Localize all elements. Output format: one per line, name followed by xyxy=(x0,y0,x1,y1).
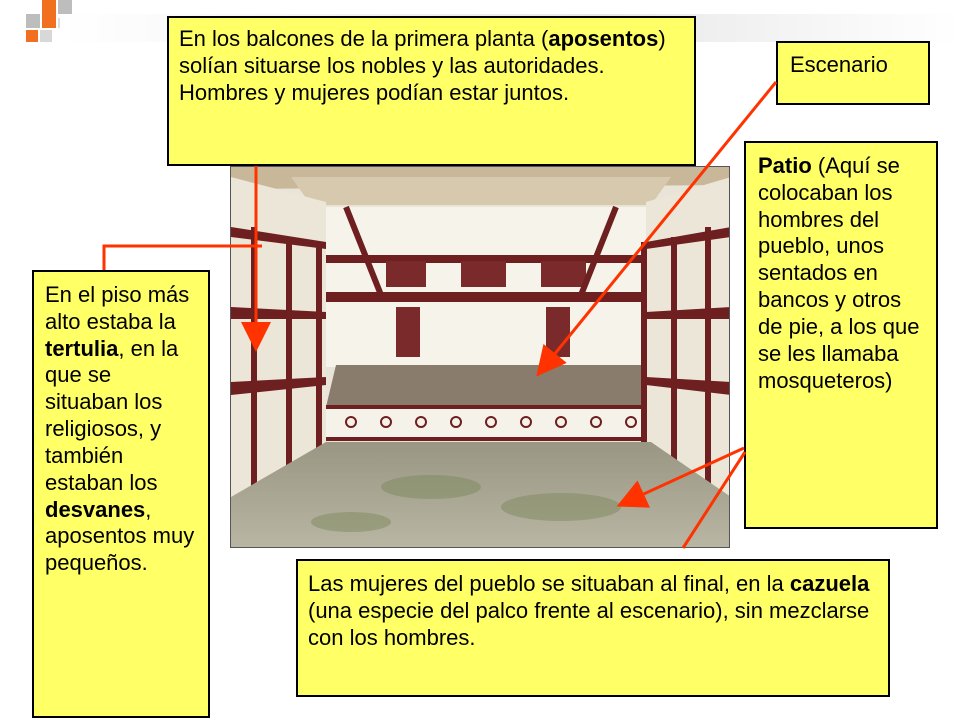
callout-tertulia xyxy=(32,270,210,718)
callout-tertulia-bold1: tertulia xyxy=(45,335,119,361)
patio-floor xyxy=(231,442,730,548)
callout-tertulia-bold2: desvanes xyxy=(45,496,146,522)
stage-platform xyxy=(326,365,651,407)
callout-escenario xyxy=(776,41,930,105)
callout-tertulia-text1: En el piso más alto estaba la xyxy=(45,282,190,334)
theatre-illustration xyxy=(231,167,730,548)
callout-aposentos-text1: En los balcones de la primera planta ( xyxy=(179,26,549,51)
callout-cazuela xyxy=(296,559,890,697)
callout-cazuela-bold: cazuela xyxy=(789,571,870,596)
callout-escenario-label: Escenario xyxy=(790,52,888,77)
callout-aposentos xyxy=(167,16,696,166)
callout-tertulia-text2: , en la que se situaban los religiosos, y también estaban los xyxy=(45,335,179,495)
callout-cazuela-text1: Las mujeres del pueblo se situaban al final, en la xyxy=(308,571,790,596)
callout-cazuela-text2: (una especie del palco frente al escenario), sin mezclarse con los hombres. xyxy=(308,597,870,650)
theatre-photo xyxy=(230,166,730,548)
callout-tertulia-text3: , aposentos muy pequeños. xyxy=(45,496,195,576)
callout-patio-bold: Patio xyxy=(758,153,812,178)
callout-aposentos-bold: aposentos xyxy=(548,26,659,51)
callout-patio xyxy=(744,141,938,529)
callout-patio-text: (Aquí se colocaban los hombres del pueblo, unos sentados en bancos y otros de pie, a los que se les llamaba mosqueteros) xyxy=(758,153,920,393)
callout-aposentos-text2: ) solían situarse los nobles y las autoridades. Hombres y mujeres podían estar juntos. xyxy=(179,26,666,105)
